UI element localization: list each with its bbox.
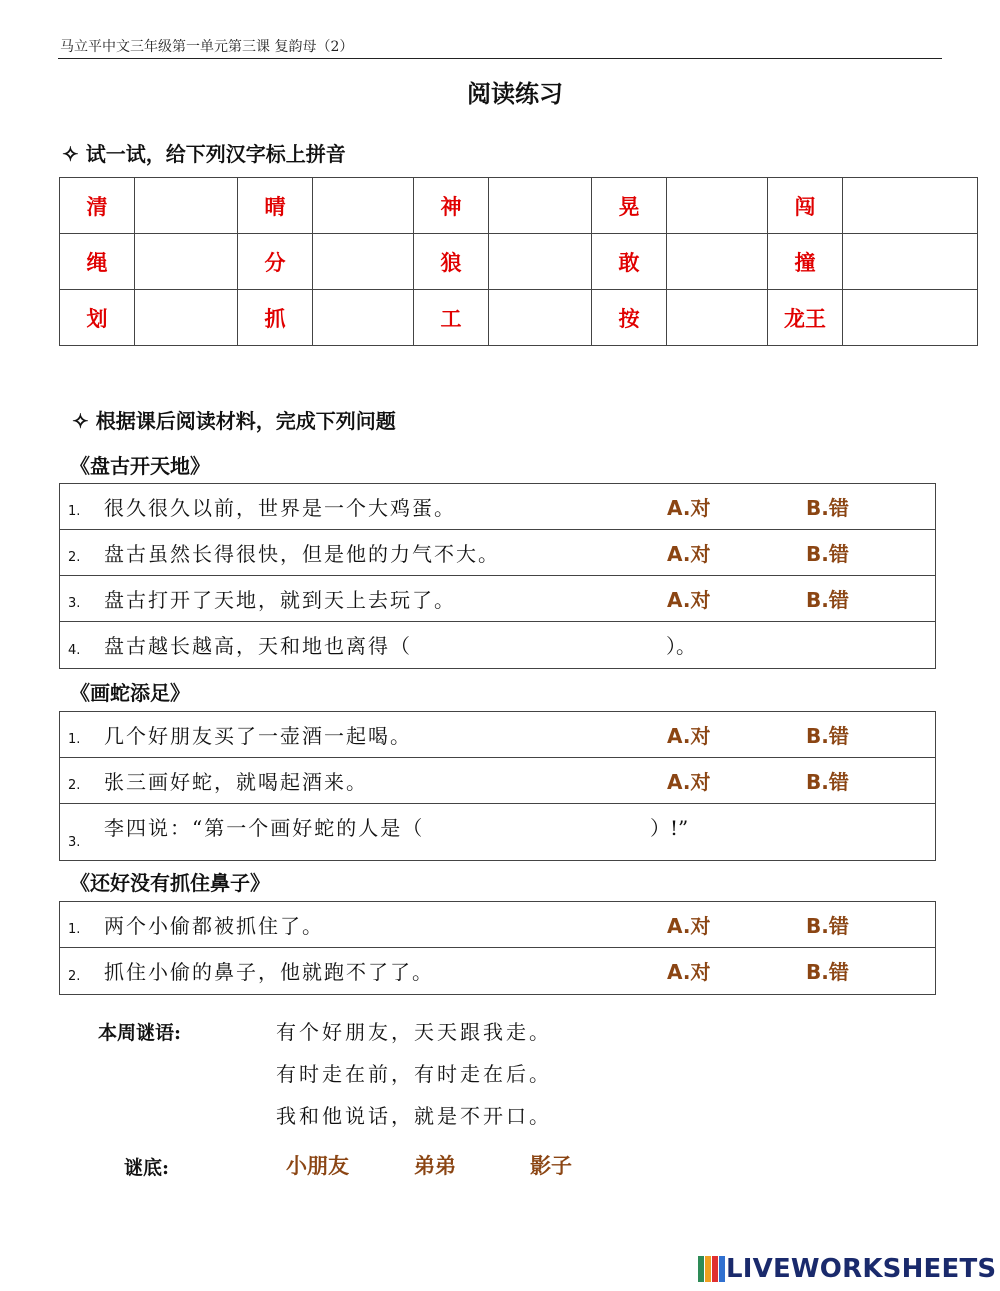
- option-a-true[interactable]: A.对: [667, 960, 711, 984]
- question-text: 李四说：“第一个画好蛇的人是（: [104, 816, 425, 840]
- story-title: 《画蛇添足》: [70, 681, 190, 705]
- pinyin-answer-cell[interactable]: [843, 234, 978, 290]
- riddle-answer-option[interactable]: 弟弟: [414, 1153, 456, 1178]
- option-b-false[interactable]: B.错: [806, 588, 849, 612]
- pinyin-answer-cell[interactable]: [313, 178, 414, 234]
- question-number: 1.: [68, 922, 81, 937]
- question-number: 2.: [68, 969, 81, 984]
- question-text: 两个小偷都被抓住了。: [104, 914, 324, 938]
- option-a-true[interactable]: A.对: [667, 724, 711, 748]
- option-b-false[interactable]: B.错: [806, 542, 849, 566]
- page-title: 阅读练习: [467, 79, 563, 108]
- pinyin-char: 绳: [60, 234, 135, 290]
- pinyin-char: 撞: [768, 234, 843, 290]
- pinyin-answer-cell[interactable]: [489, 290, 592, 346]
- pinyin-row: [60, 234, 978, 290]
- question-box: [59, 901, 936, 995]
- question-row: [60, 530, 935, 576]
- pinyin-char: 划: [60, 290, 135, 346]
- pinyin-answer-cell[interactable]: [489, 178, 592, 234]
- pinyin-answer-cell[interactable]: [489, 234, 592, 290]
- question-row: [60, 948, 935, 994]
- question-box: [59, 483, 936, 669]
- riddle-line: 我和他说话，就是不开口。: [276, 1104, 552, 1128]
- fill-blank-close: ）!”: [650, 816, 689, 840]
- pinyin-char: 清: [60, 178, 135, 234]
- question-number: 4.: [68, 643, 81, 658]
- pinyin-char: 狼: [414, 234, 489, 290]
- question-text: 很久很久以前，世界是一个大鸡蛋。: [104, 496, 456, 520]
- logo-color-bar: [698, 1256, 704, 1282]
- pinyin-char: 龙王: [768, 290, 843, 346]
- question-row: [60, 712, 935, 758]
- option-b-false[interactable]: B.错: [806, 496, 849, 520]
- question-row: [60, 576, 935, 622]
- pinyin-table: [59, 177, 978, 346]
- question-row: [60, 484, 935, 530]
- riddle-answer-option[interactable]: 小朋友: [286, 1153, 349, 1178]
- option-a-true[interactable]: A.对: [667, 770, 711, 794]
- option-b-false[interactable]: B.错: [806, 770, 849, 794]
- pinyin-char: 工: [414, 290, 489, 346]
- question-number: 1.: [68, 504, 81, 519]
- question-text: 张三画好蛇，就喝起酒来。: [104, 770, 368, 794]
- riddle-answer-option[interactable]: 影子: [530, 1153, 572, 1178]
- question-text: 抓住小偷的鼻子，他就跑不了了。: [104, 960, 434, 984]
- pinyin-char: 神: [414, 178, 489, 234]
- question-text: 盘古虽然长得很快，但是他的力气不大。: [104, 542, 500, 566]
- question-number: 2.: [68, 778, 81, 793]
- pinyin-row: [60, 178, 978, 234]
- header-divider: [58, 58, 942, 59]
- question-number: 3.: [68, 835, 81, 850]
- riddle-line: 有个好朋友，天天跟我走。: [276, 1020, 552, 1044]
- question-number: 3.: [68, 596, 81, 611]
- pinyin-answer-cell[interactable]: [313, 290, 414, 346]
- pinyin-char: 闯: [768, 178, 843, 234]
- question-row: [60, 902, 935, 948]
- story-title: 《还好没有抓住鼻子》: [70, 871, 270, 895]
- option-b-false[interactable]: B.错: [806, 960, 849, 984]
- question-number: 1.: [68, 732, 81, 747]
- pinyin-char: 敢: [592, 234, 667, 290]
- option-b-false[interactable]: B.错: [806, 914, 849, 938]
- riddle-line: 有时走在前，有时走在后。: [276, 1062, 552, 1086]
- option-b-false[interactable]: B.错: [806, 724, 849, 748]
- question-box: [59, 711, 936, 861]
- question-text: 盘古越长越高，天和地也离得（: [104, 634, 412, 658]
- question-text: 盘古打开了天地，就到天上去玩了。: [104, 588, 456, 612]
- option-a-true[interactable]: A.对: [667, 496, 711, 520]
- riddle-label: 本周谜语:: [98, 1022, 182, 1044]
- fill-blank-close: ）。: [666, 634, 696, 658]
- question-number: 2.: [68, 550, 81, 565]
- pinyin-char: 抓: [238, 290, 313, 346]
- section-reading-heading: ✧ 根据课后阅读材料，完成下列问题: [72, 409, 396, 433]
- riddle-answer-label: 谜底:: [124, 1157, 170, 1179]
- question-row: [60, 758, 935, 804]
- story-title: 《盘古开天地》: [70, 454, 210, 478]
- pinyin-char: 按: [592, 290, 667, 346]
- pinyin-char: 分: [238, 234, 313, 290]
- pinyin-answer-cell[interactable]: [667, 178, 768, 234]
- logo-color-bar: [705, 1256, 711, 1282]
- pinyin-answer-cell[interactable]: [667, 234, 768, 290]
- question-row: [60, 804, 935, 860]
- pinyin-answer-cell[interactable]: [843, 178, 978, 234]
- pinyin-row: [60, 290, 978, 346]
- pinyin-answer-cell[interactable]: [135, 178, 238, 234]
- pinyin-answer-cell[interactable]: [667, 290, 768, 346]
- option-a-true[interactable]: A.对: [667, 914, 711, 938]
- pinyin-answer-cell[interactable]: [135, 234, 238, 290]
- pinyin-answer-cell[interactable]: [843, 290, 978, 346]
- question-row: [60, 622, 935, 668]
- pinyin-char: 晴: [238, 178, 313, 234]
- option-a-true[interactable]: A.对: [667, 588, 711, 612]
- pinyin-char: 晃: [592, 178, 667, 234]
- option-a-true[interactable]: A.对: [667, 542, 711, 566]
- header-course-title: 马立平中文三年级第一单元第三课 复韵母（2）: [60, 39, 354, 55]
- pinyin-answer-cell[interactable]: [313, 234, 414, 290]
- question-text: 几个好朋友买了一壶酒一起喝。: [104, 724, 412, 748]
- section-pinyin-heading: ✧ 试一试，给下列汉字标上拼音: [62, 142, 346, 166]
- logo-color-bar: [719, 1256, 725, 1282]
- logo-text: LIVEWORKSHEETS: [726, 1254, 997, 1284]
- logo-color-bar: [712, 1256, 718, 1282]
- pinyin-answer-cell[interactable]: [135, 290, 238, 346]
